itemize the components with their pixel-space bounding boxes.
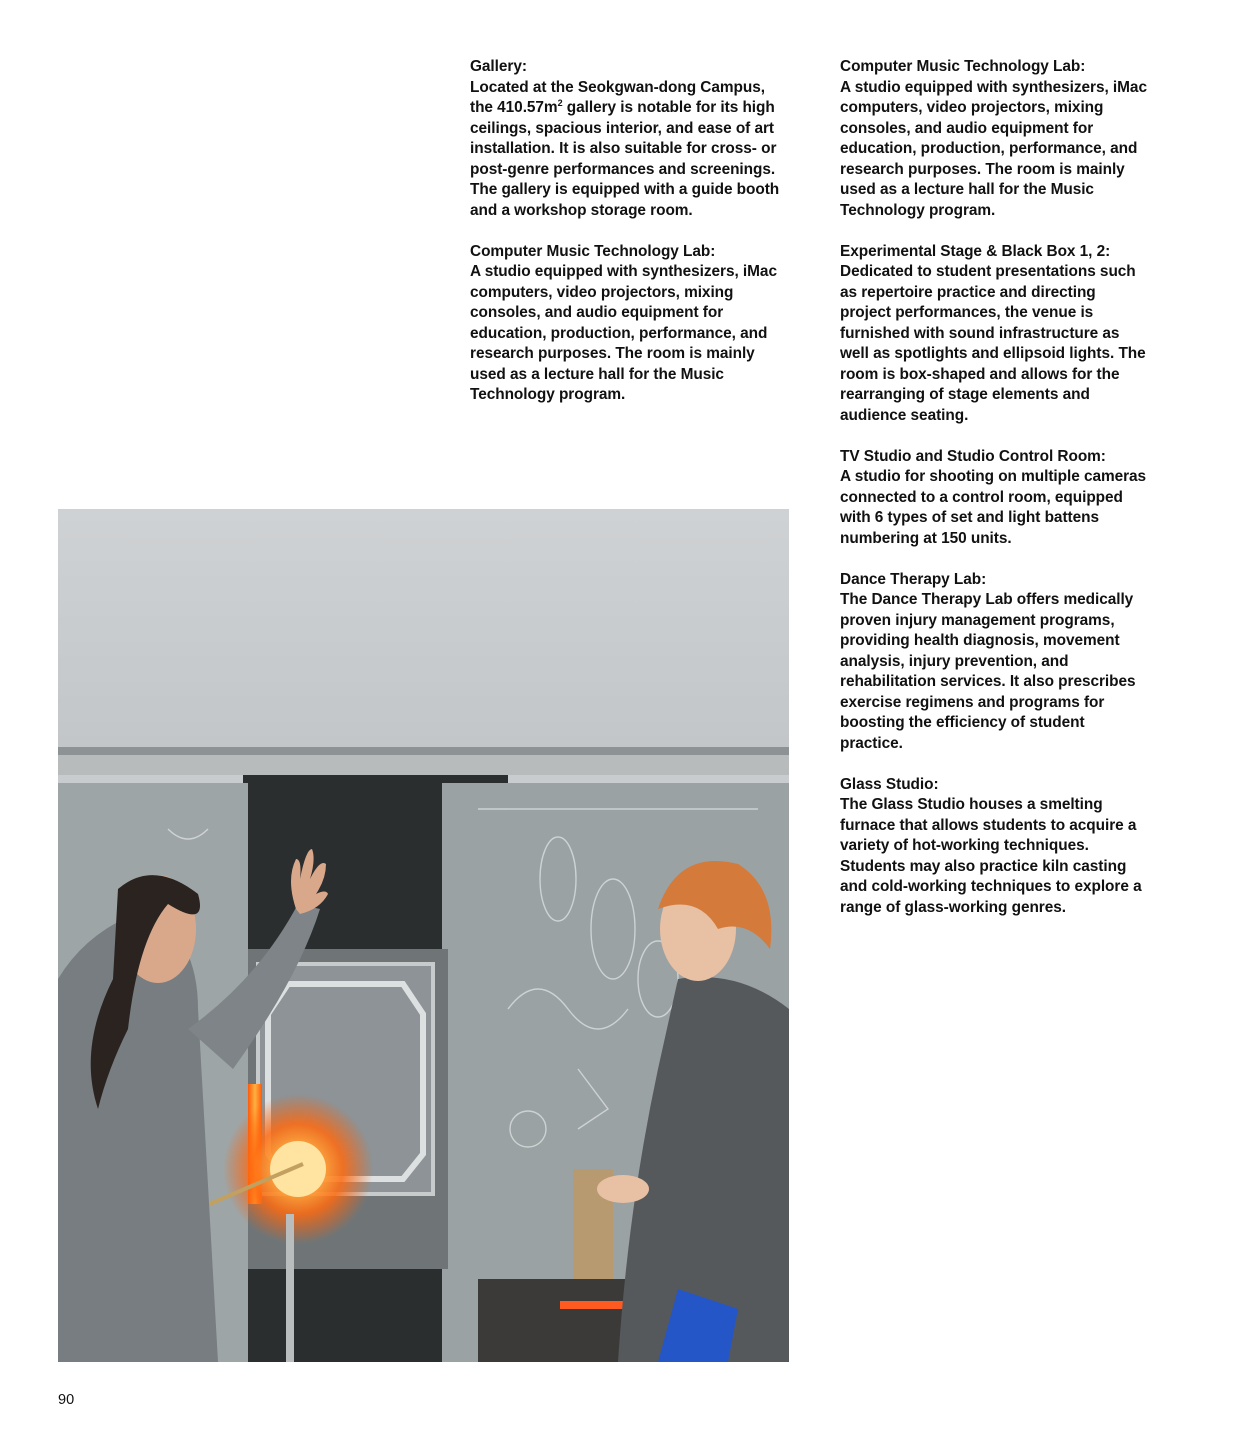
section-body: The Dance Therapy Lab offers medically proven injury management programs, providing health diagnosis, movement analysis, injury prevention, and rehabilitation services. It also prescribes exercise regimens and programs for boosting the efficiency of student practice. <box>840 591 1136 752</box>
section-heading: Gallery: <box>470 58 527 75</box>
section-heading: Experimental Stage & Black Box 1, 2: <box>840 242 1111 260</box>
hot-glass-sliver <box>560 1301 630 1309</box>
section-body <box>470 78 790 222</box>
wall-ledge <box>58 747 789 755</box>
right-text-column <box>840 57 1150 939</box>
superscript: 2 <box>557 98 563 108</box>
upper-wall <box>58 509 789 749</box>
left-text-column <box>470 57 790 426</box>
section-body: A studio equipped with synthesizers, iMac computers, video projectors, mixing consoles, and audio equipment for education, production, performance, and research purposes. The room is mainly used as a lecture hall for the Music Technology program. <box>470 263 777 403</box>
tv-studio-section <box>840 447 1150 550</box>
dance-therapy-section <box>840 570 1150 755</box>
section-heading: TV Studio and Studio Control Room: <box>840 447 1106 465</box>
photo-illustration <box>58 509 789 1362</box>
experimental-stage-section <box>840 242 1150 427</box>
section-body: A studio equipped with synthesizers, iMac computers, video projectors, mixing consoles, and audio equipment for education, production, performance, and research purposes. The room is mainly used as a lecture hall for the Music Technology program. <box>840 78 1147 219</box>
section-body: The Glass Studio houses a smelting furnace that allows students to acquire a variety of hot-working techniques. Students may also practice kiln casting and cold-working techniques to explore a range of glass-working genres. <box>840 796 1142 916</box>
section-heading: Computer Music Technology Lab: <box>470 242 716 260</box>
section-body: A studio for shooting on multiple cameras connected to a control room, equipped with 6 types of set and light battens numbering at 150 units. <box>840 468 1147 547</box>
gallery-body-end: gallery is notable for its high ceilings, spacious interior, and ease of art installation. It is also suitable for cross- or post-genre performances and screenings. The gallery is equipped with a guide booth and a workshop storage room. <box>470 99 780 219</box>
gallery-body-start: Located at the Seokgwan-dong Campus, the 410.57m <box>470 78 765 116</box>
cmt-lab-section <box>840 57 1150 221</box>
section-heading: Glass Studio: <box>840 775 939 793</box>
glass-studio-section <box>840 775 1150 919</box>
gallery-section <box>470 57 790 221</box>
glass-studio-photo <box>58 509 789 1362</box>
section-heading: Computer Music Technology Lab: <box>840 58 1086 75</box>
page-number: 90 <box>58 1392 75 1408</box>
pipe-stand <box>286 1214 294 1362</box>
wall-trim <box>58 755 789 775</box>
section-body: Dedicated to student presentations such as repertoire practice and directing project performances, the venue is furnished with sound infrastructure as well as spotlights and ellipsoid lights. The room is box-shaped and allows for the rearranging of stage elements and audience seating. <box>840 263 1146 424</box>
section-heading: Dance Therapy Lab: <box>840 570 987 588</box>
cmt-lab-section <box>470 242 790 406</box>
molten-glass <box>270 1141 326 1197</box>
